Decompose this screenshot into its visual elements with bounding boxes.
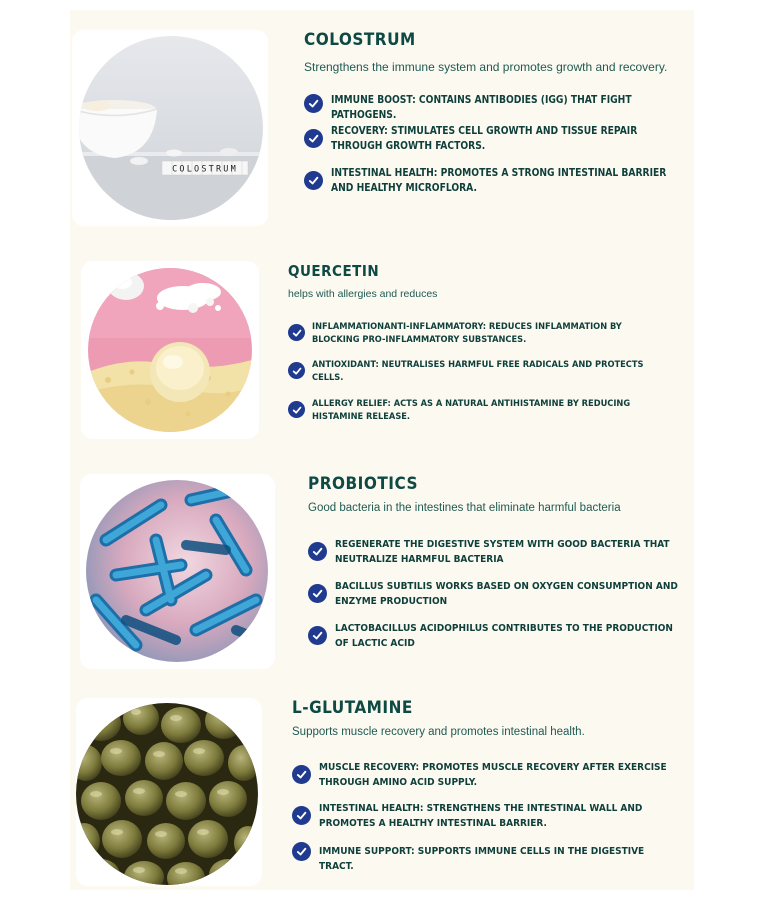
quercetin-bullet — [288, 320, 658, 347]
probiotics-bullet — [308, 580, 688, 609]
colostrum-title: COLOSTRUM — [304, 30, 416, 50]
l-glutamine-bullet — [292, 761, 677, 790]
colostrum-bullet — [304, 94, 689, 124]
probiotics-bullet-text: LACTOBACILLUS ACIDOPHILUS CONTRIBUTES TO THE PRODUCTION OF LACTIC ACID — [335, 623, 673, 649]
colostrum-bullet — [304, 167, 689, 197]
probiotics-bullet — [308, 538, 688, 567]
check-circle-icon — [288, 401, 305, 418]
check-circle-icon — [308, 584, 327, 603]
quercetin-bullet-text: ANTIOXIDANT: NEUTRALISES HARMFUL FREE RADICALS AND PROTECTS CELLS. — [312, 359, 644, 384]
check-circle-icon — [304, 94, 323, 113]
probiotics-bullet-text: BACILLUS SUBTILIS WORKS BASED ON OXYGEN CONSUMPTION AND ENZYME PRODUCTION — [335, 581, 678, 607]
check-circle-icon — [304, 171, 323, 190]
l-glutamine-bullet — [292, 802, 677, 831]
l-glutamine-image — [76, 703, 258, 885]
quercetin-bullet-text: ALLERGY RELIEF: ACTS AS A NATURAL ANTIHISTAMINE BY REDUCING HISTAMINE RELEASE. — [312, 398, 631, 423]
colostrum-image — [79, 36, 263, 220]
quercetin-image — [88, 268, 252, 432]
quercetin-bullet-text: INFLAMMATIONANTI-INFLAMMATORY: REDUCES INFLAMMATION BY BLOCKING PRO-INFLAMMATORY SUBSTANCES. — [312, 321, 622, 346]
quercetin-bullet — [288, 358, 658, 385]
colostrum-cube-letters: COLOSTRUM — [172, 164, 238, 175]
check-circle-icon — [288, 362, 305, 379]
l-glutamine-bullet-text: MUSCLE RECOVERY: PROMOTES MUSCLE RECOVERY AFTER EXERCISE THROUGH AMINO ACID SUPPLY. — [319, 762, 667, 788]
probiotics-image — [86, 480, 268, 662]
check-circle-icon — [308, 626, 327, 645]
l-glutamine-title: L-GLUTAMINE — [292, 698, 413, 718]
probiotics-subtitle: Good bacteria in the intestines that eliminate harmful bacteria — [308, 502, 621, 514]
quercetin-title: QUERCETIN — [288, 262, 380, 280]
probiotics-title: PROBIOTICS — [308, 474, 418, 494]
colostrum-bullet-text: INTESTINAL HEALTH: PROMOTES A STRONG INTESTINAL BARRIER AND HEALTHY MICROFLORA. — [331, 168, 667, 194]
quercetin-subtitle: helps with allergies and reduces — [288, 288, 438, 300]
colostrum-bullet-text: IMMUNE BOOST: CONTAINS ANTIBODIES (IGG) THAT FIGHT PATHOGENS. — [331, 95, 632, 121]
l-glutamine-subtitle: Supports muscle recovery and promotes intestinal health. — [292, 726, 585, 738]
quercetin-bullet — [288, 397, 658, 424]
check-circle-icon — [288, 324, 305, 341]
check-circle-icon — [292, 842, 311, 861]
colostrum-bullet-text: RECOVERY: STIMULATES CELL GROWTH AND TISSUE REPAIR THROUGH GROWTH FACTORS. — [331, 126, 638, 152]
check-circle-icon — [304, 129, 323, 148]
check-circle-icon — [292, 765, 311, 784]
check-circle-icon — [292, 806, 311, 825]
colostrum-bullet — [304, 125, 689, 155]
check-circle-icon — [308, 542, 327, 561]
probiotics-bullet-text: REGENERATE THE DIGESTIVE SYSTEM WITH GOOD BACTERIA THAT NEUTRALIZE HARMFUL BACTERIA — [335, 539, 670, 565]
l-glutamine-bullet — [292, 842, 677, 874]
colostrum-subtitle: Strengthens the immune system and promotes growth and recovery. — [304, 60, 668, 74]
probiotics-bullet — [308, 622, 688, 651]
l-glutamine-bullet-text: INTESTINAL HEALTH: STRENGTHENS THE INTESTINAL WALL AND PROMOTES A HEALTHY INTESTINAL BARRIER. — [319, 803, 643, 829]
l-glutamine-bullet-text: IMMUNE SUPPORT: SUPPORTS IMMUNE CELLS IN THE DIGESTIVE TRACT. — [319, 846, 645, 872]
